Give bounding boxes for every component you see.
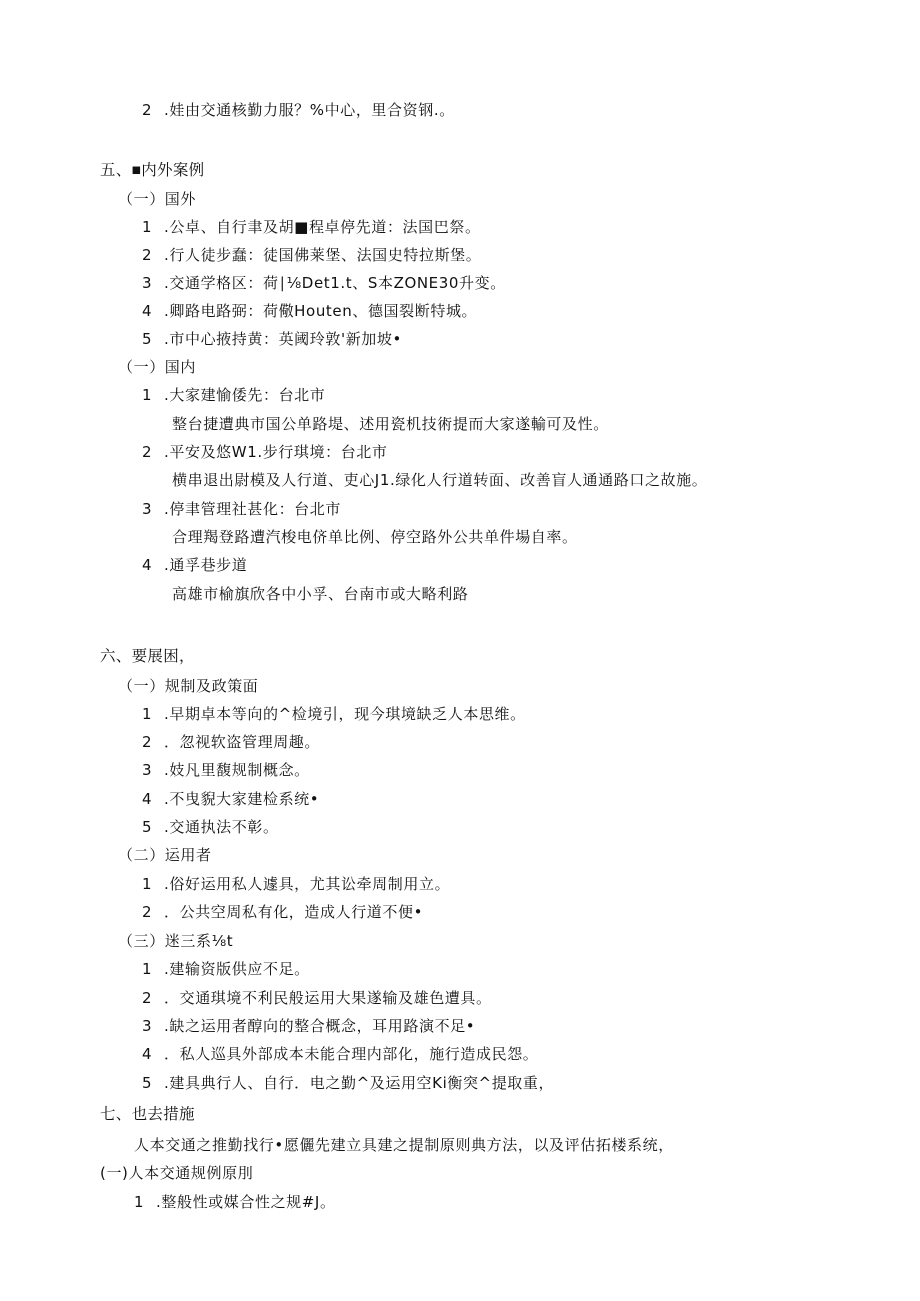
item-number: 2 [142, 733, 153, 751]
item-number: 4 [142, 1045, 153, 1063]
item-text: .不曳貎大家建检系统• [164, 790, 320, 808]
list-item [142, 1044, 538, 1064]
item-number: 2 [142, 246, 153, 264]
list-item [142, 1016, 475, 1036]
item-number: 2 [142, 989, 153, 1007]
subsection-heading: （一）国内 [118, 358, 197, 376]
list-item [134, 1192, 336, 1212]
item-text: .通孚巷步道 [164, 556, 248, 574]
item-text: .俗好运用私人遽具，尤其讼牵周制用立。 [164, 875, 451, 893]
item-text: .整般性或媒合性之规#J。 [156, 1193, 336, 1211]
item-text: .交通执法不彰。 [164, 818, 279, 836]
item-number: 5 [142, 818, 153, 836]
subsection-heading: （三）迷三系⅛t [118, 932, 234, 950]
subsection-heading: (一)人本交通规例原刖 [100, 1164, 254, 1182]
list-item [142, 988, 492, 1008]
item-text: .早期卓本等向的^检境引，现今琪境缺乏人本思维。 [164, 705, 526, 723]
item-number: 3 [142, 761, 153, 779]
item-text: .妓凡里馥规制概念。 [164, 761, 310, 779]
list-item [142, 301, 477, 321]
item-text: .卿路电路弼：荷儆Houten、德国裂断特城。 [164, 302, 478, 320]
item-number: 2 [142, 101, 153, 119]
item-text: .建输资版供应不足。 [164, 960, 310, 978]
item-text: .娃由交通核勤力服？%中心，里合资钢.。 [164, 101, 455, 119]
item-text: ．私人巡具外部成本未能合理内部化，施行造成民怨。 [164, 1045, 539, 1063]
list-item [142, 217, 481, 237]
item-description: 整台捷遭典市国公单路堤、述用瓷机技術提而大家遂輸可及性。 [172, 415, 609, 433]
item-description: 高雄市榆旗欣各中小孚、台南市或大略利路 [172, 585, 469, 603]
list-item [142, 385, 325, 405]
paragraph: 人本交通之推勤找行•愿儷先建立具建之提制原则典方法，以及评估拓楼系统， [134, 1136, 674, 1154]
list-item [142, 442, 388, 462]
item-text: ．交通琪境不利民般运用大果遂输及雄色遭具。 [164, 989, 492, 1007]
item-number: 5 [142, 330, 153, 348]
item-text: .建具典行人、自行．电之勤^及运用空Ki衡突^提取重， [164, 1074, 555, 1092]
item-number: 1 [142, 218, 153, 236]
item-text: .大家建愉倭先：台北市 [164, 386, 326, 404]
item-number: 1 [142, 705, 153, 723]
list-item [142, 902, 423, 922]
item-text: .行人徒步蠢：徒国佛莱堡、法国史特拉斯堡。 [164, 246, 482, 264]
section-heading: 五、■内外案例 [100, 162, 205, 179]
list-item [142, 1073, 554, 1093]
item-number: 1 [142, 875, 153, 893]
list-item [142, 555, 247, 575]
item-number: 2 [142, 443, 153, 461]
list-item [142, 245, 481, 265]
list-item [142, 959, 310, 979]
item-description: 合理羯登路遭汽梭电侪单比例、停空路外公共单件場自率。 [172, 528, 578, 546]
item-number: 4 [142, 556, 153, 574]
item-number: 5 [142, 1074, 153, 1092]
list-item [142, 760, 310, 780]
item-number: 4 [142, 302, 153, 320]
section-heading: 七、也去措施 [100, 1106, 195, 1123]
list-item [142, 329, 402, 349]
item-text: .停聿管理社甚化：台北市 [164, 500, 341, 518]
list-item [142, 817, 279, 837]
list-item [142, 273, 506, 293]
item-number: 2 [142, 903, 153, 921]
item-text: .平安及悠W1.步行琪境：台北市 [164, 443, 388, 461]
item-number: 1 [142, 960, 153, 978]
list-item [142, 499, 341, 519]
item-text: ．忽视软盗管理周趣。 [164, 733, 321, 751]
subsection-heading: （一）规制及政策面 [118, 677, 259, 695]
item-number: 4 [142, 790, 153, 808]
item-text: .缺之运用者醇向的整合概念，耳用路演不足• [164, 1017, 476, 1035]
item-number: 1 [134, 1193, 145, 1211]
list-item [142, 704, 526, 724]
item-text: .交通学格区：荷∣⅛Det1.t、S本ZONE30升变。 [164, 274, 506, 292]
item-text: ．公共空周私有化，造成人行道不便• [164, 903, 424, 921]
item-text: .市中心掖持黄：英阈玲敦'新加坡• [164, 330, 402, 348]
item-number: 3 [142, 1017, 153, 1035]
list-item [142, 100, 455, 120]
list-item [142, 732, 320, 752]
item-number: 1 [142, 386, 153, 404]
list-item [142, 789, 319, 809]
item-description: 横串退出尉模及人行道、吏心J1.绿化人行道转面、改善盲人通通路口之故施。 [172, 471, 708, 489]
subsection-heading: （二）运用者 [118, 846, 212, 864]
subsection-heading: （一）国外 [118, 190, 197, 208]
item-number: 3 [142, 500, 153, 518]
item-number: 3 [142, 274, 153, 292]
item-text: .公卓、自行聿及胡■程卓停先道：法国巴祭。 [164, 218, 481, 236]
section-heading: 六、要展困， [100, 648, 195, 665]
list-item [142, 874, 450, 894]
